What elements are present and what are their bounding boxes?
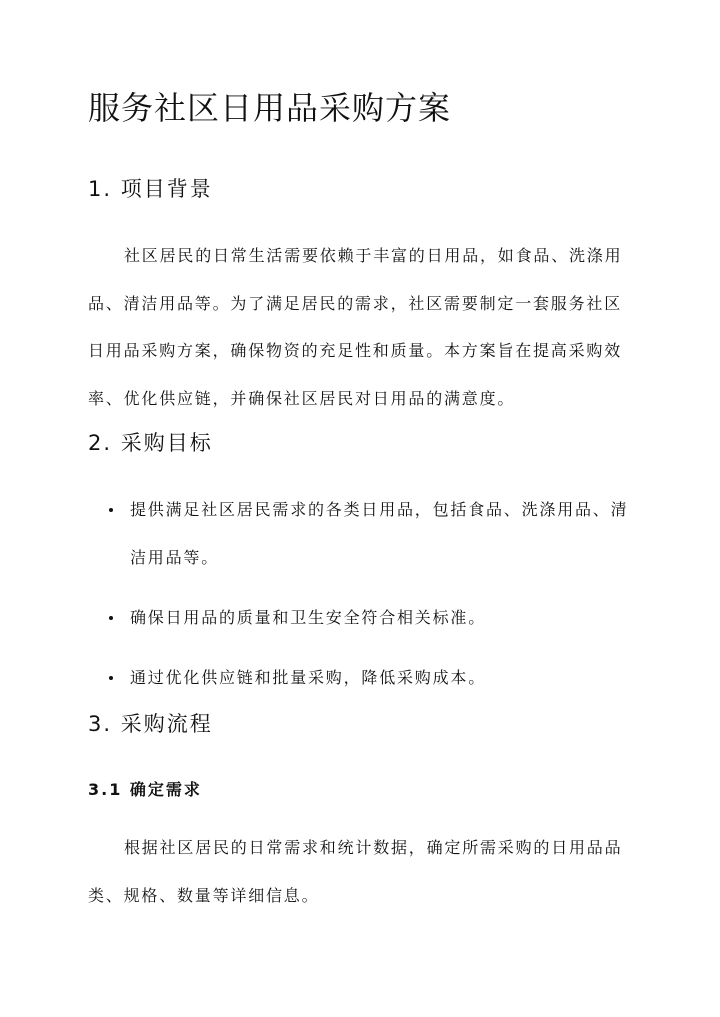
list-item	[88, 654, 636, 702]
paragraph-text: 社区居民的日常生活需要依赖于丰富的日用品，如食品、洗涤用品、清洁用品等。为了满足居民的需求，社区需要制定一套服务社区日用品采购方案，确保物资的充足性和质量。本方案旨在提高采购效率、优化供应链，并确保社区居民对日用品的满意度。	[88, 246, 623, 408]
bullet-icon	[109, 508, 113, 512]
list-item	[88, 486, 636, 582]
section-paragraph-background	[88, 232, 636, 422]
goals-bullet-list	[88, 486, 636, 702]
bullet-icon	[109, 676, 113, 680]
section-heading-goals: 2. 采购目标	[88, 431, 213, 455]
bullet-icon	[109, 616, 113, 620]
list-item-text: 提供满足社区居民需求的各类日用品，包括食品、洗涤用品、清洁用品等。	[130, 500, 629, 567]
section-heading-process: 3. 采购流程	[88, 712, 213, 736]
list-item	[88, 594, 636, 642]
subsection-heading-requirements: 3.1 确定需求	[88, 780, 202, 799]
paragraph-text: 根据社区居民的日常需求和统计数据，确定所需采购的日用品品类、规格、数量等详细信息。	[88, 838, 623, 905]
subsection-paragraph-requirements	[88, 824, 636, 919]
section-heading-background: 1. 项目背景	[88, 177, 213, 201]
document-title: 服务社区日用品采购方案	[88, 89, 452, 127]
list-item-text: 通过优化供应链和批量采购，降低采购成本。	[130, 668, 487, 687]
list-item-text: 确保日用品的质量和卫生安全符合相关标准。	[130, 608, 487, 627]
